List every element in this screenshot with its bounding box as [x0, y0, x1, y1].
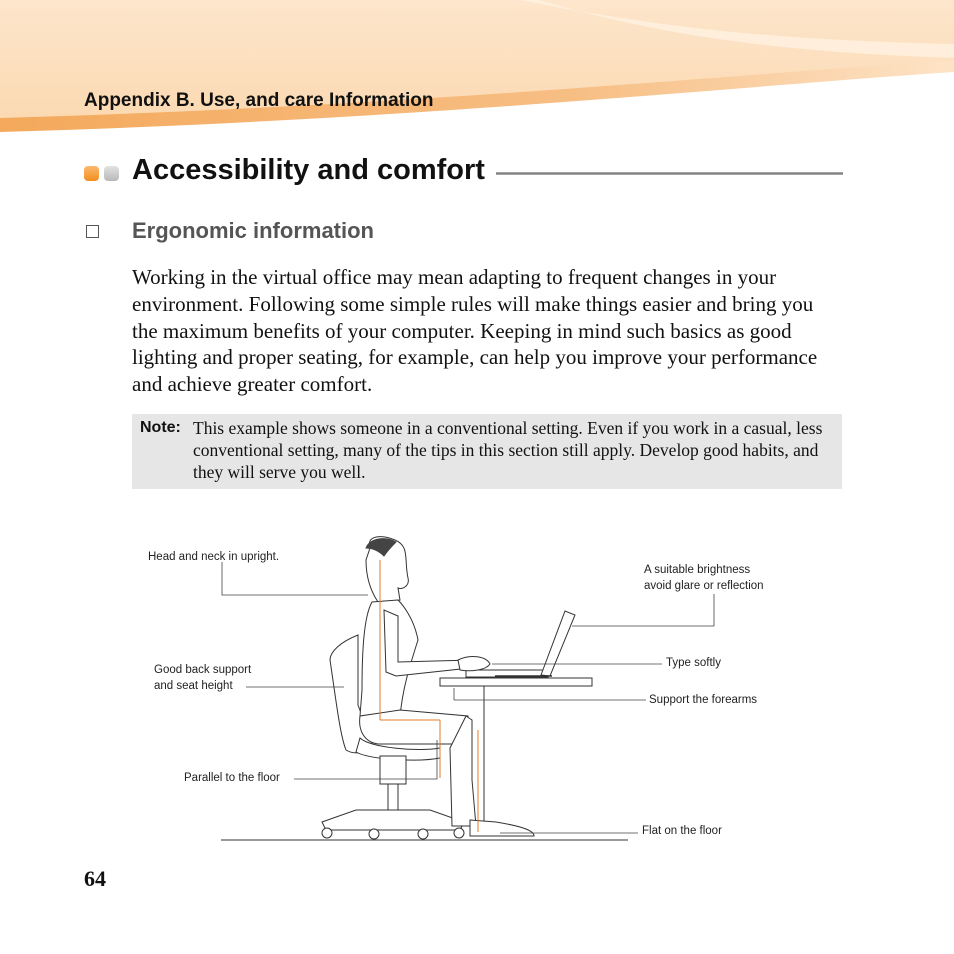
callout-forearms: Support the forearms: [649, 694, 758, 706]
chair-wheel: [369, 829, 379, 839]
callout-back-line2: and seat height: [154, 680, 233, 692]
note-text: This example shows someone in a conventional setting. Even if you work in a casual, less conventional setting, many of the tips in this section still apply. Develop good habits, and they will serve you well.: [193, 418, 823, 482]
callout-back-line1: Good back support: [154, 664, 252, 676]
callout-brightness-line1: A suitable brightness: [644, 564, 751, 576]
grey-square-icon: [104, 166, 119, 181]
chair-wheel: [322, 828, 332, 838]
chair-wheel: [454, 828, 464, 838]
note-label: Note:: [140, 419, 181, 436]
laptop-screen: [541, 611, 575, 676]
ergonomic-figure: [140, 525, 800, 850]
callout-flat-floor: Flat on the floor: [642, 825, 722, 837]
person-thigh: [360, 710, 468, 744]
header-band: [0, 0, 954, 135]
subsection-title: Ergonomic information: [132, 218, 374, 243]
section-title: Accessibility and comfort: [132, 154, 485, 186]
person-hand: [458, 657, 490, 671]
title-rule: [496, 172, 843, 175]
chair-post: [380, 756, 406, 784]
orange-square-icon: [84, 166, 99, 181]
page-number: 64: [84, 866, 106, 891]
chair-base: [322, 810, 464, 830]
chair-wheel: [418, 829, 428, 839]
callout-head-neck: Head and neck in upright.: [148, 551, 280, 563]
leader-brightness: [572, 594, 714, 626]
chapter-title: Appendix B. Use, and care Information: [84, 90, 434, 111]
callout-brightness-line2: avoid glare or reflection: [644, 580, 764, 592]
callout-type-softly: Type softly: [666, 657, 721, 669]
desk-top: [440, 678, 592, 686]
note-box: [132, 414, 842, 489]
person-shoe: [470, 820, 534, 836]
leader-head-neck: [222, 562, 368, 595]
square-bullet-icon: [86, 225, 99, 238]
callout-parallel: Parallel to the floor: [184, 772, 280, 784]
section-heading: [84, 154, 844, 194]
body-paragraph: Working in the virtual office may mean adapting to frequent changes in your environment. Following some simple rules will make things easier and bring you the maximum benefits of your computer. Keeping in mind such basics as good lighting and proper seating, for example, can help you improve your performance and achieve greater comfort.: [132, 265, 818, 397]
